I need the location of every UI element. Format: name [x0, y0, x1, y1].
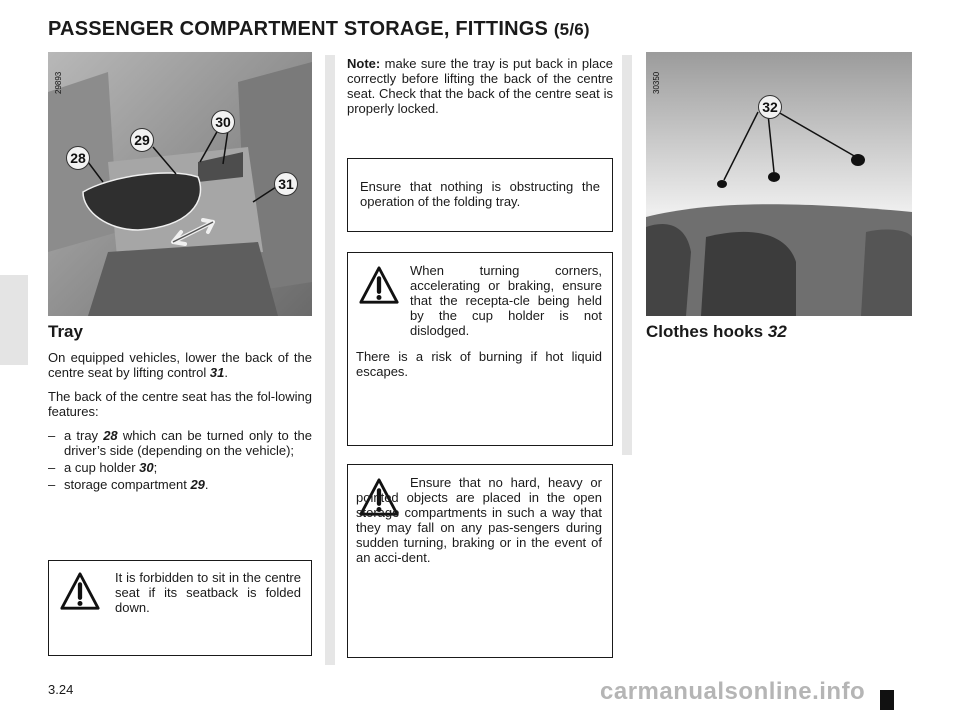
callout-28: 28: [66, 146, 90, 170]
list-item: – a cup holder 30;: [48, 460, 312, 475]
corners-warning-text-1: When turning corners, accelerating or braking, ensure that the recepta-cle being held by the cup holder is not dislodged.: [410, 263, 602, 338]
corners-warning-box: [347, 252, 613, 446]
clothes-hooks-illustration: [646, 52, 912, 316]
tray-paragraph-1: On equipped vehicles, lower the back of the centre seat by lifting control 31.: [48, 350, 312, 380]
folding-tray-box: [347, 158, 613, 232]
callout-32: 32: [758, 95, 782, 119]
clothes-hooks-photo: [646, 52, 912, 316]
seat-warning-box: [48, 560, 312, 656]
title-page-fraction: (5/6): [553, 20, 590, 39]
page-title: [48, 18, 590, 41]
figure-code-right: 30350: [652, 71, 661, 94]
column-divider-right: [622, 55, 632, 455]
page-number: 3.24: [48, 682, 74, 697]
seat-tray-photo: [48, 52, 312, 316]
clothes-hooks-ref: 32: [767, 322, 787, 341]
page-corner-marker: [880, 690, 894, 710]
list-item: – storage compartment 29.: [48, 477, 312, 492]
warning-triangle-icon: [358, 265, 400, 307]
watermark: carmanualsonline.info: [600, 678, 866, 705]
tray-body: [48, 350, 312, 494]
callout-29: 29: [130, 128, 154, 152]
chapter-side-tab: [0, 275, 28, 365]
title-text: PASSENGER COMPARTMENT STORAGE, FITTINGS: [48, 18, 549, 40]
corners-warning-text-2: There is a risk of burning if hot liquid escapes.: [356, 349, 602, 379]
note-label: Note:: [347, 56, 381, 71]
column-divider-left: [325, 55, 335, 665]
clothes-hooks-caption: Clothes hooks 32: [646, 322, 787, 341]
seat-warning-text: It is forbidden to sit in the centre seat if its seatback is folded down.: [115, 570, 301, 615]
callout-30: 30: [211, 110, 235, 134]
objects-warning-text: Ensure that no hard, heavy or pointed objects are placed in the open storage compartments in such a way that they may fall on any pas-sengers during sudden turning, braking or in the event of an acci-dent.: [356, 475, 602, 565]
callout-31: 31: [274, 172, 298, 196]
list-item: – a tray 28 which can be turned only to the driver’s side (depending on the vehicle);: [48, 428, 312, 458]
tray-heading: Tray: [48, 322, 83, 341]
note-text: make sure the tray is put back in place correctly before lifting the back of the centre seat. Check that the back of the centre seat is properly locked.: [347, 56, 613, 116]
figure-code-left: 29893: [54, 71, 63, 94]
warning-triangle-icon: [59, 571, 101, 613]
seat-tray-illustration: [48, 52, 312, 316]
folding-tray-text: Ensure that nothing is obstructing the operation of the folding tray.: [360, 179, 600, 209]
note-paragraph: [347, 56, 613, 116]
tray-features-list: [48, 428, 312, 492]
objects-warning-box: [347, 464, 613, 658]
tray-paragraph-2: The back of the centre seat has the fol-lowing features:: [48, 389, 312, 419]
